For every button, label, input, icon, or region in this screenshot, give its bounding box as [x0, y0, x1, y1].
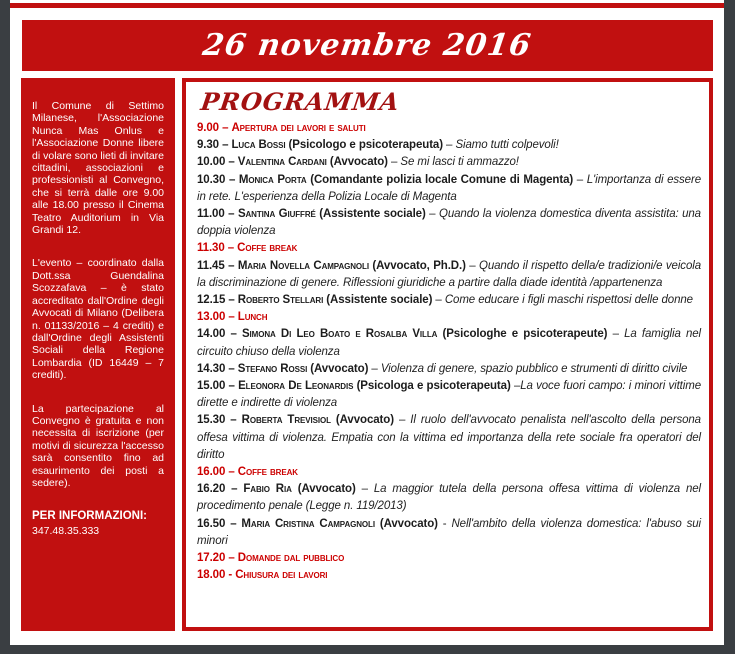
separator: –: [607, 328, 625, 341]
talk-time: 14.00 –: [197, 328, 242, 341]
break-label: Chiusura dei lavori: [235, 569, 328, 582]
break-label: Coffe break: [237, 242, 298, 255]
talk-time: 12.15 –: [197, 294, 238, 307]
program-item: [197, 258, 701, 292]
program-item: [197, 154, 701, 171]
speaker-name: Valentina Cardani: [237, 156, 327, 169]
talk-title: L'importanza di essere in rete. L'esperienza della Polizia Locale di Magenta: [197, 173, 702, 203]
speaker-name: Roberto Stellari: [237, 294, 324, 307]
program-item: [197, 378, 701, 412]
talk-title: La voce fuori campo: i minori vittime dirette e indirette di violenza: [197, 380, 701, 410]
sidebar-paragraph-participation: La partecipazione al Convegno è gratuita e non necessita di iscrizione (per motivi di sicurezza l'accesso sarà consentito fino ad esaurimento dei posti a sedere).: [32, 402, 164, 489]
separator: –: [573, 173, 587, 186]
program-item: [197, 172, 701, 206]
speaker-role: (Avvocato): [374, 517, 438, 530]
talk-time: 9.30 –: [197, 139, 232, 152]
program-item: [197, 481, 701, 515]
info-sidebar: [21, 78, 175, 631]
talk-time: 10.00 –: [197, 156, 238, 169]
info-label: PER INFORMAZIONI:: [32, 510, 147, 523]
program-break: [197, 120, 701, 137]
program-item: [197, 361, 701, 378]
window-edge-bottom: [0, 645, 735, 654]
talk-time: 15.00 –: [197, 380, 239, 393]
separator: –: [432, 294, 445, 307]
break-time: 18.00 -: [197, 569, 236, 582]
talk-title: Il ruolo dell'avvocato penalista nell'ascolto della persona offesa vittima di violenza. Empatia con la vittima ed importanza della rete sociale fra operatori del diritto: [197, 414, 701, 461]
break-label: Apertura dei lavori e saluti: [231, 122, 366, 134]
phone-number: 347.48.35.333: [32, 524, 100, 537]
program-break: [197, 309, 701, 326]
talk-title: Quando il rispetto della/e tradizioni/e veicola la discriminazione di genere. Riflessioni giuridiche a partire dalla diade identità /appartenenza: [197, 259, 701, 289]
program-box: [182, 78, 713, 631]
program-break: [197, 240, 701, 257]
window-edge-right: [724, 0, 735, 654]
program-item: [197, 137, 701, 154]
speaker-role: (Avvocato): [307, 362, 369, 375]
program-item: [197, 516, 701, 550]
speaker-role: (Comandante polizia locale Comune di Magenta): [306, 173, 574, 186]
break-label: Lunch: [237, 311, 268, 324]
speaker-name: Stefano Rossi: [237, 362, 308, 375]
break-time: 17.20 –: [197, 552, 238, 565]
speaker-role: (Psicologhe e psicoterapeute): [437, 328, 608, 341]
banner-date-text: 26 novembre 2016: [200, 28, 535, 63]
break-time: 9.00 –: [197, 122, 232, 134]
separator: –: [355, 483, 374, 496]
separator: –: [465, 259, 479, 272]
top-red-rule: [10, 3, 724, 8]
date-banner: [22, 20, 713, 71]
talk-title: Siamo tutti colpevoli!: [455, 139, 559, 152]
program-item: [197, 292, 701, 309]
speaker-name: Eleonora De Leonardis: [238, 380, 354, 393]
talk-title: Se mi lasci ti ammazzo!: [400, 156, 519, 169]
separator: -: [437, 517, 452, 530]
speaker-role: (Avvocato): [326, 156, 388, 169]
program-break: [197, 567, 701, 584]
speaker-name: Santina Giuffré: [237, 208, 316, 221]
talk-title: Come educare i figli maschi rispettosi delle donne: [444, 294, 693, 307]
break-time: 16.00 –: [197, 466, 238, 479]
talk-title: La maggior tutela della persona offesa vittima di violenza nel procedimento penale (Legge n. 119/2013): [197, 483, 701, 513]
talk-title: La famiglia nel circuito chiuso della violenza: [197, 328, 701, 358]
speaker-role: (Avvocato): [330, 414, 394, 427]
break-label: Coffe break: [237, 466, 298, 479]
talk-time: 16.20 –: [197, 483, 244, 496]
speaker-name: Fabio Ria: [243, 483, 292, 496]
speaker-role: (Psicologo e psicoterapeuta): [285, 139, 443, 152]
program-break: [197, 464, 701, 481]
speaker-name: Roberta Trevisiol: [241, 414, 331, 427]
program-break: [197, 550, 701, 567]
separator: –: [393, 414, 411, 427]
break-label: Domande dal pubblico: [237, 552, 345, 565]
separator: –: [368, 362, 381, 375]
speaker-role: (Psicologa e psicoterapeuta): [353, 380, 511, 393]
speaker-role: (Assistente sociale): [315, 208, 426, 221]
sidebar-paragraph-invitation: Il Comune di Settimo Milanese, l'Associazione Nunca Mas Onlus e l'Associazione Donne libere di volare sono lieti di invitare cittadini, associazioni e professionisti al Convegno, che si terrà dalle ore 9.00 alle 18.00 presso il Cinema Teatro Auditorium in Via Grandi 12.: [32, 100, 164, 237]
talk-time: 16.50 –: [197, 517, 242, 530]
speaker-name: Simona Di Leo Boato e Rosalba Villa: [241, 328, 438, 341]
talk-time: 14.30 –: [197, 362, 238, 375]
talk-time: 10.30 –: [197, 173, 239, 186]
talk-time: 15.30 –: [197, 414, 242, 427]
separator: –: [425, 208, 439, 221]
speaker-name: Luca Bossi: [231, 139, 286, 152]
window-edge-left: [0, 0, 10, 654]
talk-time: 11.45 –: [197, 259, 238, 272]
program-title: PROGRAMMA: [199, 87, 402, 116]
talk-time: 11.00 –: [197, 208, 238, 221]
program-item: [197, 412, 701, 464]
speaker-role: (Avvocato): [291, 483, 356, 496]
speaker-role: (Assistente sociale): [323, 294, 433, 307]
speaker-name: Maria Novella Campagnoli: [237, 259, 369, 272]
talk-title: Violenza di genere, spazio pubblico e strumenti di diritto civile: [380, 362, 688, 375]
separator: –: [510, 380, 521, 393]
break-time: 13.00 –: [197, 311, 238, 324]
separator: –: [387, 156, 401, 169]
sidebar-paragraph-accreditation: L'evento – coordinato dalla Dott.ssa Guendalina Scozzafava – è stato accreditato dall'Ordine degli Avvocati di Milano (Delibera n. 01133/2016 – 4 crediti) e dall'Ordine degli Assistenti Sociali della Regione Lombardia (ID 16449 – 7 crediti).: [32, 257, 164, 382]
talk-title: Quando la violenza domestica diventa assistita: una doppia violenza: [197, 208, 701, 238]
break-time: 11.30 –: [197, 242, 238, 255]
speaker-role: (Avvocato, Ph.D.): [368, 259, 466, 272]
speaker-name: Monica Porta: [238, 173, 307, 186]
program-item: [197, 206, 701, 240]
program-item: [197, 326, 701, 360]
talk-title: Nell'ambito della violenza domestica: l'abuso sui minori: [197, 517, 702, 547]
speaker-name: Maria Cristina Campagnoli: [241, 517, 375, 530]
separator: –: [442, 139, 456, 152]
